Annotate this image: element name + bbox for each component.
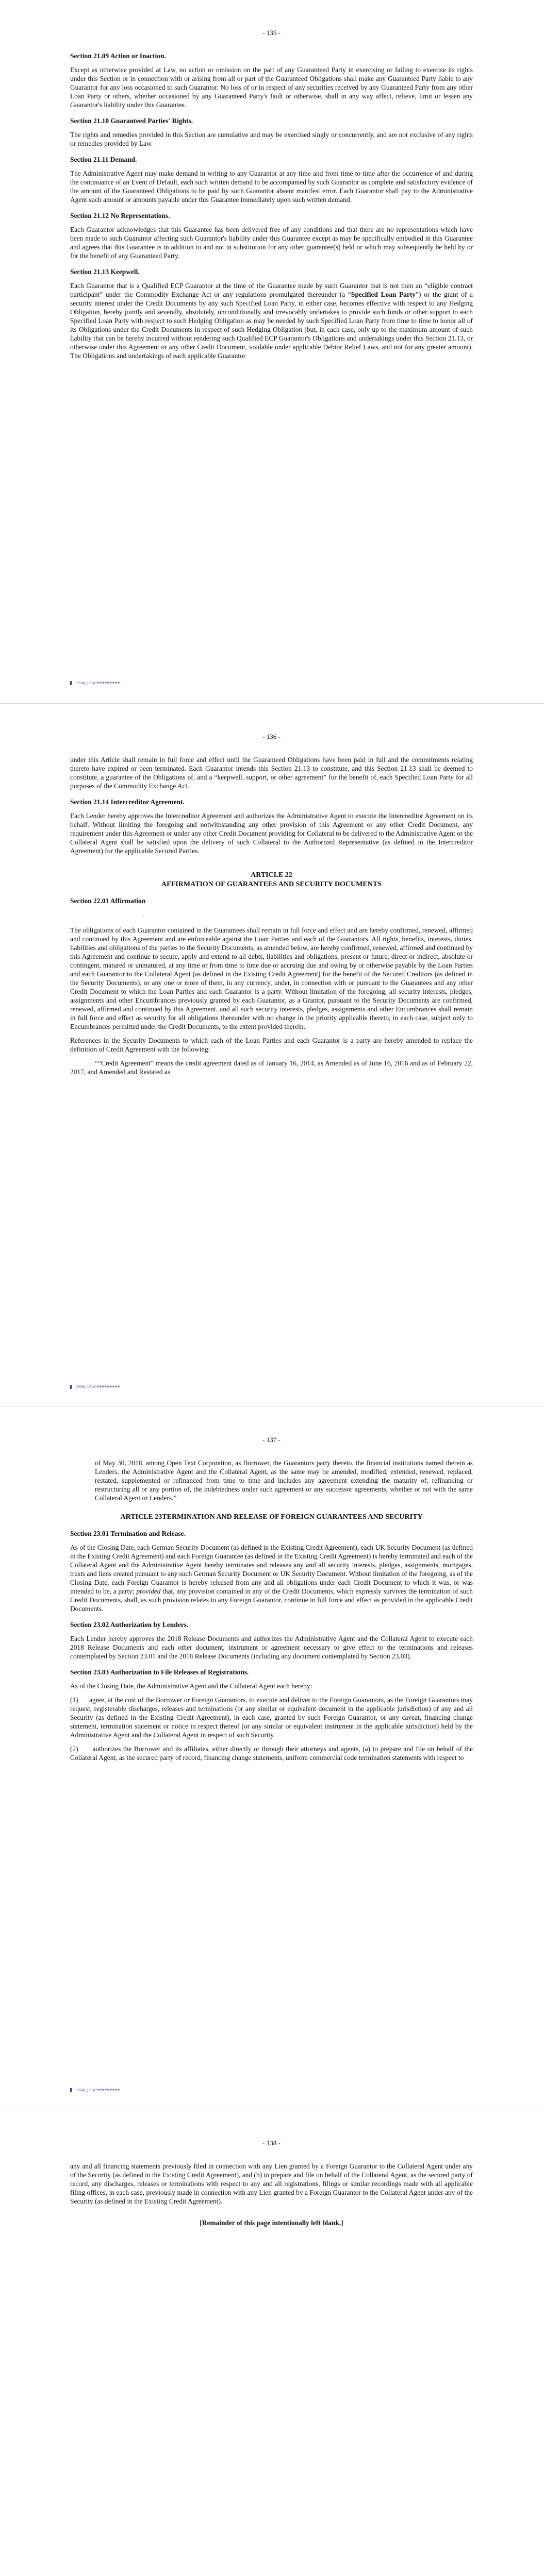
page-136 — [0, 703, 544, 1406]
page-number: - 138 - — [262, 2139, 281, 2147]
section-21-10-text: The rights and remedies provided in this Section are cumulative and may be exercised singly or concurrently, and are not exclusive of any rights or remedies provided by Law. — [70, 131, 473, 147]
section-21-14-text: Each Lender hereby approves the Intercreditor Agreement and authorizes the Administrative Agent to execute the Intercreditor Agreement on its behalf. Without limiting the foregoing and notwithstanding any other provision of this Agreement or any other Credit Document, any requirement under this Agreement or under any other Credit Document providing for Collateral to be delivered to the Administrative Agent or the Collateral Agent shall be satisfied upon the delivery of such Collateral to the Authorized Representative (as defined in the Intercreditor Agreement) for the applicable Secured Parties. — [70, 812, 473, 855]
section-21-12-text: Each Guarantor acknowledges that this Guarantee has been delivered free of any conditions and that there are no representations which have been made to such Guarantor affecting such Guarantor's liability under this Guarantee except as may be specifically embodied in this Guarantee and agrees that this Guarantee is in addition to and not in substitution for any other guarantee(s) held or which may subsequently be held by or for the benefit of any Guaranteed Party. — [70, 226, 473, 260]
article-23-title: ARTICLE 23TERMINATION AND RELEASE OF FOREIGN GUARANTEES AND SECURITY — [120, 1513, 423, 1521]
footer-mark — [70, 2088, 72, 2092]
footer-text: LEGAL_US\W ######### — [76, 2088, 120, 2092]
section-23-03-heading: Section 23.03 Authorization to File Releases of Registrations. — [70, 1668, 249, 1676]
section-21-11-heading: Section 21.11 Demand. — [70, 156, 137, 163]
article-22-number: ARTICLE 22 — [251, 871, 292, 879]
continued-text: under this Article shall remain in full force and effect until the Guaranteed Obligations have been paid in full and the commitments relating thereto have expired or been terminated. Each Guarantor intends this Section 21.13 to constitute, and this Section 21.13 shall be deemed to constitute, a guarantee of the Obligations of, and a “keepwell, support, or other agreement” for the benefit of, each Specified Loan Party for all purposes of the Commodity Exchange Act. — [70, 756, 473, 790]
footer-label — [70, 681, 120, 685]
page-number: - 136 - — [262, 733, 281, 740]
section-21-09-heading: Section 21.09 Action or Inaction. — [70, 52, 166, 60]
footer-text: LEGAL_US\W ######### — [76, 681, 120, 685]
page-number: - 137 - — [262, 1436, 281, 1444]
section-21-13-heading: Section 21.13 Keepwell. — [70, 268, 140, 276]
continued-definition-text: of May 30, 2018, among Open Text Corporation, as Borrower, the Guarantors party thereto, the financial institutions named therein as Lenders, the Administrative Agent and the Collateral Agent, as the same may be amended, modified, extended, renewed, replaced, restated, supplemented or refinanced from time to time and includes any agreement extending the maturity of, refinancing or restructuring all or any portion of, the indebtedness under such agreement or any successor agreements, whether or not with the same Collateral Agent or Lenders.” — [95, 1459, 473, 1502]
footer-label — [70, 2088, 120, 2092]
remainder-blank-notice: [Remainder of this page intentionally left blank.] — [200, 2219, 343, 2227]
section-23-01-heading: Section 23.01 Termination and Release. — [70, 1530, 186, 1537]
section-23-03-intro: As of the Closing Date, the Administrative Agent and the Collateral Agent each hereby: — [70, 1682, 312, 1690]
page-137 — [0, 1406, 544, 2110]
section-22-01-heading: Section 22.01 Affirmation — [70, 897, 146, 905]
footer-text: LEGAL_US\W ######### — [76, 1385, 120, 1389]
list-item-2: (2) authorizes the Borrower and its affiliates, either directly or through their attorneys and agents, (a) to prepare and file on behalf of the Collateral Agent, as the secured party of record, financing change statements, uniform commercial code termination statements with respect to — [70, 1745, 473, 1761]
section-23-02-heading: Section 23.02 Authorization by Lenders. — [70, 1621, 189, 1629]
section-21-09-text: Except as otherwise provided at Law, no action or omission on the part of any Guaranteed Party in exercising or failing to exercise its rights under this Section or in connection with or arising from all or part of the Guaranteed Obligations shall make any Guaranteed Party liable to any Guarantor for any loss occasioned to such Guarantor. No loss of or in respect of any securities received by any Guaranteed Party from any other Loan Party or others, whether occasioned by any Guaranteed Party's fault or otherwise, shall in any way affect, relieve, limit or lessen any Guarantor's liability under this Guarantee. — [70, 66, 473, 109]
footer-mark — [70, 1385, 72, 1389]
page-135 — [0, 0, 544, 703]
text-part: ”) or the grant of a security interest under the Credit Documents by any such Specified Loan Party, in either case, becomes effective with respect to any Hedging Obligation, hereby jointly and severally, absolutely, unconditionally and irrevocably undertakes to provide such funds or other support to each Specified Loan Party with respect to such Hedging Obligation as may be needed by such Specified Loan Party from time to time to honor all of its Obligations under the Credit Documents in respect of such Hedging Obligation (but, in each case, only up to the maximum amount of such liability that can be hereby incurred without rendering such Qualified ECP Guarantor's Obligations and undertakings under this Section 21.13, or otherwise under this Agreement or any other Credit Document, voidable under applicable Debtor Relief Laws, and not for any greater amount). The Obligations and undertakings of each applicable Guarantor — [70, 291, 473, 360]
text-part: that, any provision contained in any of the Credit Documents, which expressly survives the termination of such Credit Documents, shall, as such provision relates to any Foreign Guarantor, continue in full force and effect as provided in the applicable Credit Documents. — [70, 1587, 473, 1613]
stray-period: . — [142, 910, 144, 918]
page-number: - 135 - — [262, 29, 281, 37]
references-text: References in the Security Documents to which each of the Loan Parties and each Guarantor is a party are hereby amended to replace the definition of Credit Agreement with the following: — [70, 1037, 473, 1053]
footer-label — [70, 1385, 120, 1389]
article-22-title: AFFIRMATION OF GUARANTEES AND SECURITY DOCUMENTS — [161, 880, 382, 888]
section-22-01-text: The obligations of each Guarantor contained in the Guarantees shall remain in full force and effect and are hereby confirmed, renewed, affirmed and continued by this Agreement and are enforceable against the Loan Parties and each of the Guarantors. All rights, benefits, interests, duties, liabilities and obligations of the parties to the Security Documents, as amended below, are hereby confirmed, renewed, affirmed and continued by this Agreement and continue to secure, apply and extend to all debts, liabilities and obligations, present or future, direct or indirect, absolute or contingent, matured or unmatured, at any time or from time to time due or accruing due and owing by or otherwise payable by the Loan Parties and each Guarantor to the Collateral Agent (as defined in the Existing Credit Agreement) for the benefit of the Secured Creditors (as defined in the Security Documents), or any one or more of them, in any currency, under, in connection with or pursuant to the Guarantees and any other Credit Document to which the Loan Parties and each Guarantor is a party. Without limitation of the foregoing, all security interests, pledges, assignments and other Encumbrances previously granted by each Guarantor, as a Grantor, pursuant to the Security Documents are confirmed, renewed, affirmed and continued by this Agreement, and all such security interests, pledges, assignments and other Encumbrances shall remain in full force and effect as security for all obligations thereunder with no change in the priority applicable thereto, in each case, subject only to Encumbrances permitted under the Credit Documents, to the extent provided therein. — [70, 926, 473, 1030]
page-138 — [0, 2110, 544, 2576]
section-21-12-heading: Section 21.12 No Representations. — [70, 212, 170, 219]
emphasis-provided: provided — [136, 1587, 161, 1595]
section-23-02-text: Each Lender hereby approves the 2018 Release Documents and authorizes the Administrative Agent and the Collateral Agent to execute each 2018 Release Documents and each other document, instrument or agreement necessary to give effect to the terminations and releases contemplated by Section 23.01 and the 2018 Release Documents (including any document contemplated by Section 23.03). — [70, 1635, 473, 1660]
section-21-11-text: The Administrative Agent may make demand in writing to any Guarantor at any time and from time to time after the occurrence of and during the continuance of an Event of Default, each such written demand to be accompanied by such Guarantor as complete and satisfactory evidence of the amount of the Guaranteed Obligations to be paid by such Guarantor absent manifest error. Each Guarantor shall pay to the Administrative Agent such amount or amounts payable under this Guarantee immediately upon such written demand. — [70, 170, 473, 204]
text-part: As of the Closing Date, each German Security Document (as defined in the Existing Credit Agreement), each UK Security Document (as defined in the Existing Credit Agreement) and each Foreign Guarantee (as defined in the Existing Credit Agreement) is hereby terminated and each of the Collateral Agent and the Administrative Agent hereby terminates and releases any and all security interests, pledges, assignments, mortgages, trusts and liens created pursuant to any such German Security Document or UK Security Document. Without limitation of the foregoing, as of the Closing Date, each Foreign Guarantor is hereby released from any and all obligations under each Credit Document to which it was, or was intended to be, a party; — [70, 1544, 473, 1595]
text-part: Each Guarantor that is a Qualified ECP Guarantor at the time of the Guarantee made by such Guarantor that is not then an “eligible contract participant” under the Commodity Exchange Act or any regulations promulgated thereunder (a “ — [70, 282, 473, 298]
section-21-14-heading: Section 21.14 Intercreditor Agreement. — [70, 798, 185, 806]
credit-agreement-definition: ““Credit Agreement” means the credit agreement dated as of January 16, 2014, as Amended as of June 16, 2016 and as of February 22, 2017, and Amended and Restated as — [70, 1059, 473, 1076]
section-21-10-heading: Section 21.10 Guaranteed Parties' Rights. — [70, 117, 193, 125]
list-item-1: (1) agree, at the cost of the Borrower or Foreign Guarantors, to execute and deliver to the Foreign Guarantors, as the Foreign Guarantors may request, registerable discharges, releases and terminations (or any similar or equivalent document in the applicable jurisdiction) of any and all Security (as defined in the Existing Credit Agreement), in each case, granted by such Foreign Guarantor, or any caveat, financing change statement, termination statement or notice in respect thereof (or any similar or equivalent instrument in the applicable jurisdiction) held by the Administrative Agent and the Collateral Agent in respect of such Security. — [70, 1696, 473, 1739]
continued-text: any and all financing statements previously filed in connection with any Lien granted by a Foreign Guarantor to the Collateral Agent under any of the Security (as defined in the Existing Credit Agreement), and (b) to prepare and file on behalf of the Collateral Agent, as the secured party of record, any discharges, releases or terminations with respect to any and all registrations, filings or similar recordings made with all applicable filing offices, in each case, previously made in connection with any Lien granted by a Foreign Guarantor to the Collateral Agent under any of the Security (as defined in the Existing Credit Agreement). — [70, 2162, 473, 2205]
section-21-13-text — [70, 281, 473, 360]
section-23-01-text — [70, 1543, 473, 1613]
defined-term: Specified Loan Party — [351, 291, 416, 298]
footer-mark — [70, 681, 72, 685]
